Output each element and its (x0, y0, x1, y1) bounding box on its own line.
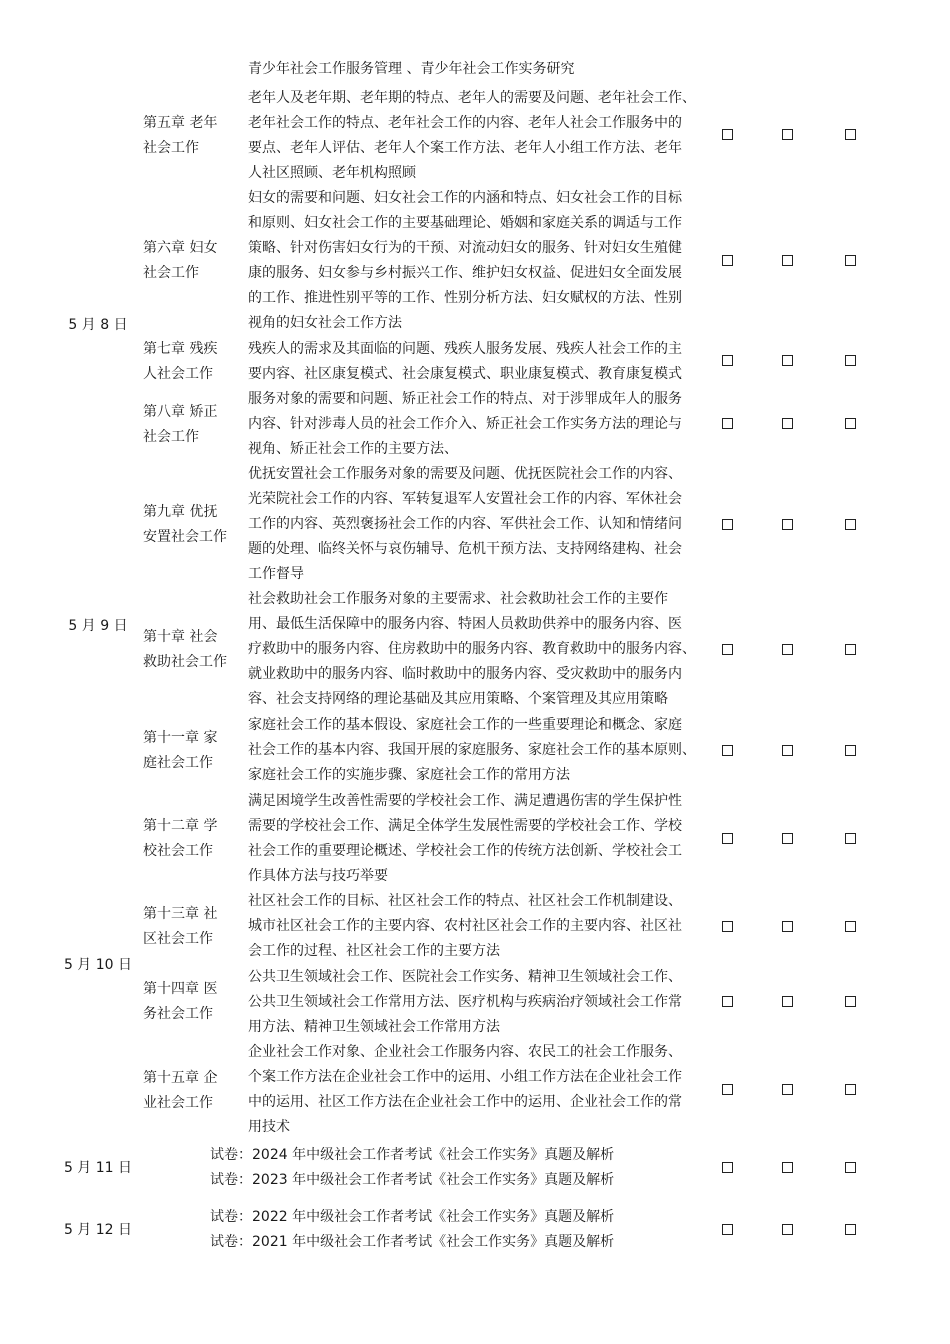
chapter-title-line: 校社会工作 (143, 843, 213, 859)
content-line: 疗救助中的服务内容、住房救助中的服务内容、教育救助中的服务内容、 (248, 641, 696, 657)
checkbox[interactable] (845, 255, 856, 266)
date-label: 5 月 8 日 (68, 317, 128, 333)
chapter-title (143, 814, 238, 864)
exam-paper-link[interactable]: 试卷：2024 年中级社会工作者考试《社会工作实务》真题及解析 (210, 1147, 615, 1163)
checkbox[interactable] (782, 921, 793, 932)
chapter-title-line: 社会工作 (143, 140, 199, 156)
checkbox[interactable] (782, 255, 793, 266)
content-line: 老年人及老年期、老年期的特点、老年人的需要及问题、老年社会工作、 (248, 90, 696, 106)
checkbox[interactable] (845, 1162, 856, 1173)
content-line: 工作督导 (248, 566, 304, 582)
content-line: 满足困境学生改善性需要的学校社会工作、满足遭遇伤害的学生保护性 (248, 793, 682, 809)
content-line: 个案工作方法在企业社会工作中的运用、小组工作方法在企业社会工作 (248, 1069, 682, 1085)
content-line: 内容、针对涉毒人员的社会工作介入、矫正社会工作实务方法的理论与 (248, 416, 682, 432)
exam-paper-link[interactable]: 试卷：2023 年中级社会工作者考试《社会工作实务》真题及解析 (210, 1172, 615, 1188)
chapter-title-line: 第八章 矫正 (143, 404, 218, 420)
chapter-title (143, 625, 238, 675)
content-line: 社会救助社会工作服务对象的主要需求、社会救助社会工作的主要作 (248, 591, 668, 607)
checkbox[interactable] (722, 644, 733, 655)
checkbox[interactable] (782, 519, 793, 530)
checkbox[interactable] (845, 996, 856, 1007)
checkbox[interactable] (782, 1224, 793, 1235)
content-line: 就业救助中的服务内容、临时救助中的服务内容、受灾救助中的服务内 (248, 666, 682, 682)
content-line: 光荣院社会工作的内容、军转复退军人安置社会工作的内容、军休社会 (248, 491, 682, 507)
content-line: 青少年社会工作服务管理 、青少年社会工作实务研究 (248, 61, 575, 77)
checkbox[interactable] (845, 355, 856, 366)
exam-paper-link[interactable]: 试卷：2021 年中级社会工作者考试《社会工作实务》真题及解析 (210, 1234, 615, 1250)
chapter-title-line: 区社会工作 (143, 931, 213, 947)
checkbox[interactable] (722, 355, 733, 366)
chapter-title (143, 111, 238, 161)
chapter-title-line: 安置社会工作 (143, 529, 227, 545)
checkbox[interactable] (845, 418, 856, 429)
checkbox[interactable] (782, 355, 793, 366)
checkbox[interactable] (845, 1084, 856, 1095)
content-line: 视角的妇女社会工作方法 (248, 315, 402, 331)
chapter-title-line: 第五章 老年 (143, 115, 218, 131)
chapter-title (143, 337, 238, 387)
checkbox[interactable] (722, 129, 733, 140)
checkbox[interactable] (845, 519, 856, 530)
content-line: 中的运用、社区工作方法在企业社会工作中的运用、企业社会工作的常 (248, 1094, 682, 1110)
content-line: 工作的内容、英烈褒扬社会工作的内容、军供社会工作、认知和情绪问 (248, 516, 682, 532)
date-label: 5 月 10 日 (63, 957, 133, 973)
content-line: 题的处理、临终关怀与哀伤辅导、危机干预方法、支持网络建构、社会 (248, 541, 682, 557)
content-line: 社区社会工作的目标、社区社会工作的特点、社区社会工作机制建设、 (248, 893, 682, 909)
content-line: 社会工作的基本内容、我国开展的家庭服务、家庭社会工作的基本原则、 (248, 742, 696, 758)
checkbox[interactable] (845, 833, 856, 844)
chapter-title (143, 400, 238, 450)
content-line: 社会工作的重要理论概述、学校社会工作的传统方法创新、学校社会工 (248, 843, 682, 859)
checkbox[interactable] (782, 418, 793, 429)
date-label: 5 月 12 日 (63, 1222, 133, 1238)
content-line: 需要的学校社会工作、满足全体学生发展性需要的学校社会工作、学校 (248, 818, 682, 834)
content-line: 城市社区社会工作的主要内容、农村社区社会工作的主要内容、社区社 (248, 918, 682, 934)
checkbox[interactable] (722, 1162, 733, 1173)
checkbox[interactable] (722, 255, 733, 266)
chapter-title-line: 第十一章 家 (143, 730, 218, 746)
content-line: 要内容、社区康复模式、社会康复模式、职业康复模式、教育康复模式 (248, 366, 682, 382)
chapter-title-line: 庭社会工作 (143, 755, 213, 771)
checkbox[interactable] (722, 1084, 733, 1095)
checkbox[interactable] (845, 644, 856, 655)
checkbox[interactable] (845, 921, 856, 932)
chapter-title-line: 第九章 优抚 (143, 504, 218, 520)
chapter-title (143, 1066, 238, 1116)
chapter-title-line: 业社会工作 (143, 1095, 213, 1111)
chapter-title-line: 社会工作 (143, 265, 199, 281)
content-line: 策略、针对伤害妇女行为的干预、对流动妇女的服务、针对妇女生殖健 (248, 240, 682, 256)
chapter-title-line: 务社会工作 (143, 1006, 213, 1022)
chapter-title (143, 726, 238, 776)
content-line: 会工作的过程、社区社会工作的主要方法 (248, 943, 500, 959)
content-line: 公共卫生领域社会工作常用方法、医疗机构与疾病治疗领域社会工作常 (248, 994, 682, 1010)
content-line: 家庭社会工作的实施步骤、家庭社会工作的常用方法 (248, 767, 570, 783)
chapter-title-line: 第十五章 企 (143, 1070, 218, 1086)
content-line: 作具体方法与技巧举要 (248, 868, 388, 884)
content-line: 用方法、精神卫生领域社会工作常用方法 (248, 1019, 500, 1035)
checkbox[interactable] (782, 644, 793, 655)
content-line: 要点、老年人评估、老年人个案工作方法、老年人小组工作方法、老年 (248, 140, 682, 156)
checkbox[interactable] (722, 833, 733, 844)
checkbox[interactable] (722, 996, 733, 1007)
checkbox[interactable] (722, 418, 733, 429)
content-line: 康的服务、妇女参与乡村振兴工作、维护妇女权益、促进妇女全面发展 (248, 265, 682, 281)
content-line: 用技术 (248, 1119, 290, 1135)
chapter-title (143, 236, 238, 286)
chapter-title-line: 社会工作 (143, 429, 199, 445)
checkbox[interactable] (845, 1224, 856, 1235)
content-line: 容、社会支持网络的理论基础及其应用策略、个案管理及其应用策略 (248, 691, 668, 707)
chapter-title-line: 救助社会工作 (143, 654, 227, 670)
content-line: 服务对象的需要和问题、矫正社会工作的特点、对于涉罪成年人的服务 (248, 391, 682, 407)
content-line: 视角、矫正社会工作的主要方法、 (248, 441, 458, 457)
chapter-title-line: 第十章 社会 (143, 629, 218, 645)
chapter-title-line: 人社会工作 (143, 366, 213, 382)
checkbox[interactable] (782, 833, 793, 844)
content-line: 用、最低生活保障中的服务内容、特困人员救助供养中的服务内容、医 (248, 616, 682, 632)
content-line: 妇女的需要和问题、妇女社会工作的内涵和特点、妇女社会工作的目标 (248, 190, 682, 206)
chapter-title (143, 977, 238, 1027)
checkbox[interactable] (722, 1224, 733, 1235)
content-line: 优抚安置社会工作服务对象的需要及问题、优抚医院社会工作的内容、 (248, 466, 682, 482)
checkbox[interactable] (782, 996, 793, 1007)
chapter-title-line: 第十三章 社 (143, 906, 218, 922)
chapter-title-line: 第十二章 学 (143, 818, 218, 834)
date-label: 5 月 11 日 (63, 1160, 133, 1176)
content-line: 和原则、妇女社会工作的主要基础理论、婚姻和家庭关系的调适与工作 (248, 215, 682, 231)
checkbox[interactable] (782, 129, 793, 140)
content-line: 家庭社会工作的基本假设、家庭社会工作的一些重要理论和概念、家庭 (248, 717, 682, 733)
chapter-title (143, 500, 238, 550)
checkbox[interactable] (722, 921, 733, 932)
checkbox[interactable] (782, 1162, 793, 1173)
content-line: 公共卫生领域社会工作、医院社会工作实务、精神卫生领域社会工作、 (248, 969, 682, 985)
content-line: 的工作、推进性别平等的工作、性别分析方法、妇女赋权的方法、性别 (248, 290, 682, 306)
checkbox[interactable] (845, 745, 856, 756)
checkbox[interactable] (722, 745, 733, 756)
checkbox[interactable] (722, 519, 733, 530)
chapter-title-line: 第七章 残疾 (143, 341, 218, 357)
exam-paper-link[interactable]: 试卷：2022 年中级社会工作者考试《社会工作实务》真题及解析 (210, 1209, 615, 1225)
content-line: 老年社会工作的特点、老年社会工作的内容、老年人社会工作服务中的 (248, 115, 682, 131)
content-line: 企业社会工作对象、企业社会工作服务内容、农民工的社会工作服务、 (248, 1044, 682, 1060)
date-label: 5 月 9 日 (68, 618, 128, 634)
chapter-title-line: 第十四章 医 (143, 981, 218, 997)
checkbox[interactable] (782, 1084, 793, 1095)
chapter-title (143, 902, 238, 952)
content-line: 残疾人的需求及其面临的问题、残疾人服务发展、残疾人社会工作的主 (248, 341, 682, 357)
content-line: 人社区照顾、老年机构照顾 (248, 165, 416, 181)
chapter-title-line: 第六章 妇女 (143, 240, 218, 256)
checkbox[interactable] (782, 745, 793, 756)
checkbox[interactable] (845, 129, 856, 140)
